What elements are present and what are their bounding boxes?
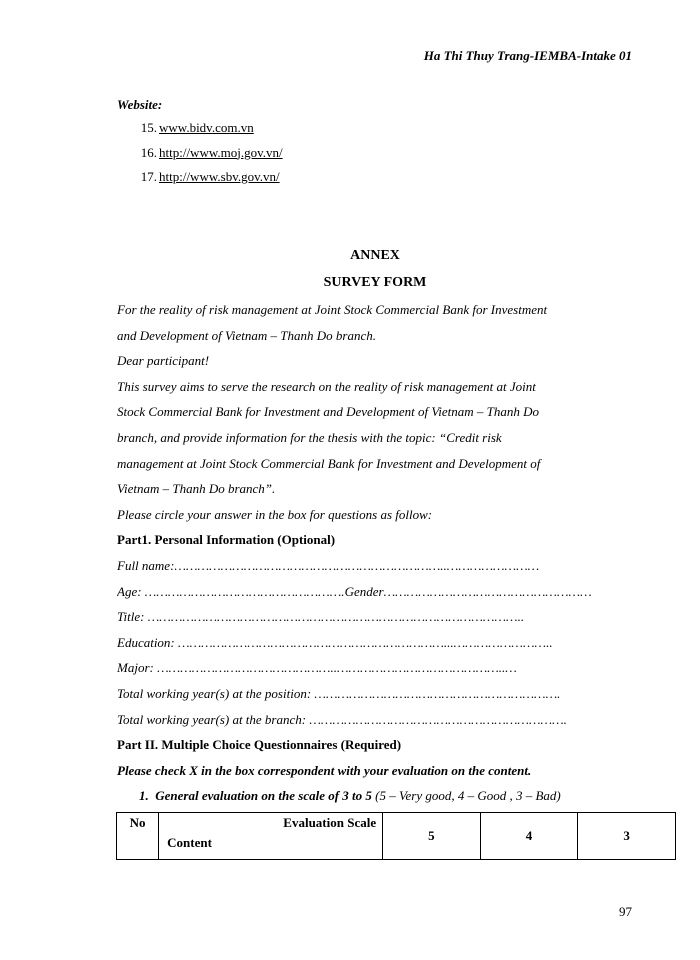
full-name-dots: ……………………………………………………………..……………………	[174, 557, 540, 573]
question-scale: (5 – Very good, 4 – Good , 3 – Bad)	[375, 788, 561, 804]
list-number: 16.	[140, 144, 157, 160]
title-field[interactable]	[117, 607, 637, 633]
working-branch-field[interactable]	[117, 710, 637, 736]
working-branch-dots: ………………………………………………………….	[309, 711, 567, 727]
full-name-field[interactable]	[117, 556, 637, 582]
list-item	[117, 120, 297, 145]
list-number: 15.	[140, 120, 157, 135]
evaluation-scale-label: Evaluation Scale	[283, 815, 377, 830]
gender-dots: ………………………………………………	[383, 583, 592, 599]
website-link-bidv[interactable]: www.bidv.com.vn	[159, 120, 254, 135]
annex-title: ANNEX	[350, 248, 400, 263]
header-content	[159, 813, 383, 860]
score-3: 3	[578, 813, 676, 860]
website-link-sbv[interactable]: http://www.sbv.gov.vn/	[159, 169, 280, 184]
age-gender-field[interactable]	[117, 582, 637, 608]
list-item	[117, 169, 297, 194]
intro-line: For the reality of risk management at Joint Stock Commercial Bank for Investment	[117, 302, 548, 317]
age-label: Age:	[117, 583, 142, 599]
content-label: Content	[167, 835, 212, 850]
education-field[interactable]	[117, 633, 637, 659]
education-dots: ……………………………………………………………...……………………..	[178, 634, 553, 650]
working-position-field[interactable]	[117, 684, 637, 710]
greeting: Dear participant!	[117, 353, 210, 369]
table-row	[117, 813, 676, 860]
evaluation-table	[116, 812, 676, 860]
page-number: 97	[619, 904, 632, 919]
intro-line: management at Joint Stock Commercial Bank for Investment and Development of	[117, 455, 541, 471]
list-item	[117, 145, 297, 170]
part1-heading: Part1. Personal Information (Optional)	[117, 532, 336, 548]
intro-line: This survey aims to serve the research on the reality of risk management at Joint	[117, 378, 536, 394]
intro-line: Vietnam – Thanh Do branch”.	[117, 481, 276, 497]
website-link-moj[interactable]: http://www.moj.gov.vn/	[159, 144, 283, 160]
website-heading: Website:	[117, 97, 163, 112]
part2-instruction: Please check X in the box correspondent with your evaluation on the content.	[117, 762, 532, 778]
intro-line: Stock Commercial Bank for Investment and Development of Vietnam – Thanh Do	[117, 404, 540, 420]
list-number: 17.	[140, 169, 157, 184]
instruction-line: Please circle your answer in the box for questions as follow:	[117, 506, 433, 522]
title-label: Title:	[117, 609, 145, 625]
intro-line: branch, and provide information for the thesis with the topic: “Credit risk	[117, 429, 502, 445]
survey-form-title: SURVEY FORM	[323, 275, 427, 290]
header-no: No	[117, 813, 159, 860]
major-dots: ………………………………………..……………………………………..…	[157, 660, 517, 676]
part2-heading: Part II. Multiple Choice Questionnaires (Required)	[117, 737, 402, 753]
working-branch-label: Total working year(s) at the branch:	[117, 711, 307, 727]
education-label: Education:	[117, 634, 175, 650]
major-label: Major:	[117, 660, 154, 676]
survey-body	[117, 300, 637, 812]
running-header: Ha Thi Thuy Trang-IEMBA-Intake 01	[423, 48, 632, 63]
question-1	[117, 786, 637, 812]
working-position-label: Total working year(s) at the position:	[117, 685, 312, 701]
title-dots: ……………………………………………………………………………………..	[147, 609, 525, 625]
question-number: 1.	[139, 788, 149, 804]
intro-line: and Development of Vietnam – Thanh Do branch.	[117, 327, 376, 343]
score-4: 4	[480, 813, 578, 860]
gender-label: Gender	[344, 583, 384, 599]
major-field[interactable]	[117, 658, 637, 684]
age-dots: …………………………………………….	[144, 583, 345, 599]
question-text: General evaluation on the scale of 3 to 5	[155, 788, 372, 804]
full-name-label: Full name:	[117, 557, 175, 573]
website-list	[117, 120, 297, 194]
score-5: 5	[383, 813, 481, 860]
working-position-dots: ……………………………………………………….	[314, 685, 561, 701]
